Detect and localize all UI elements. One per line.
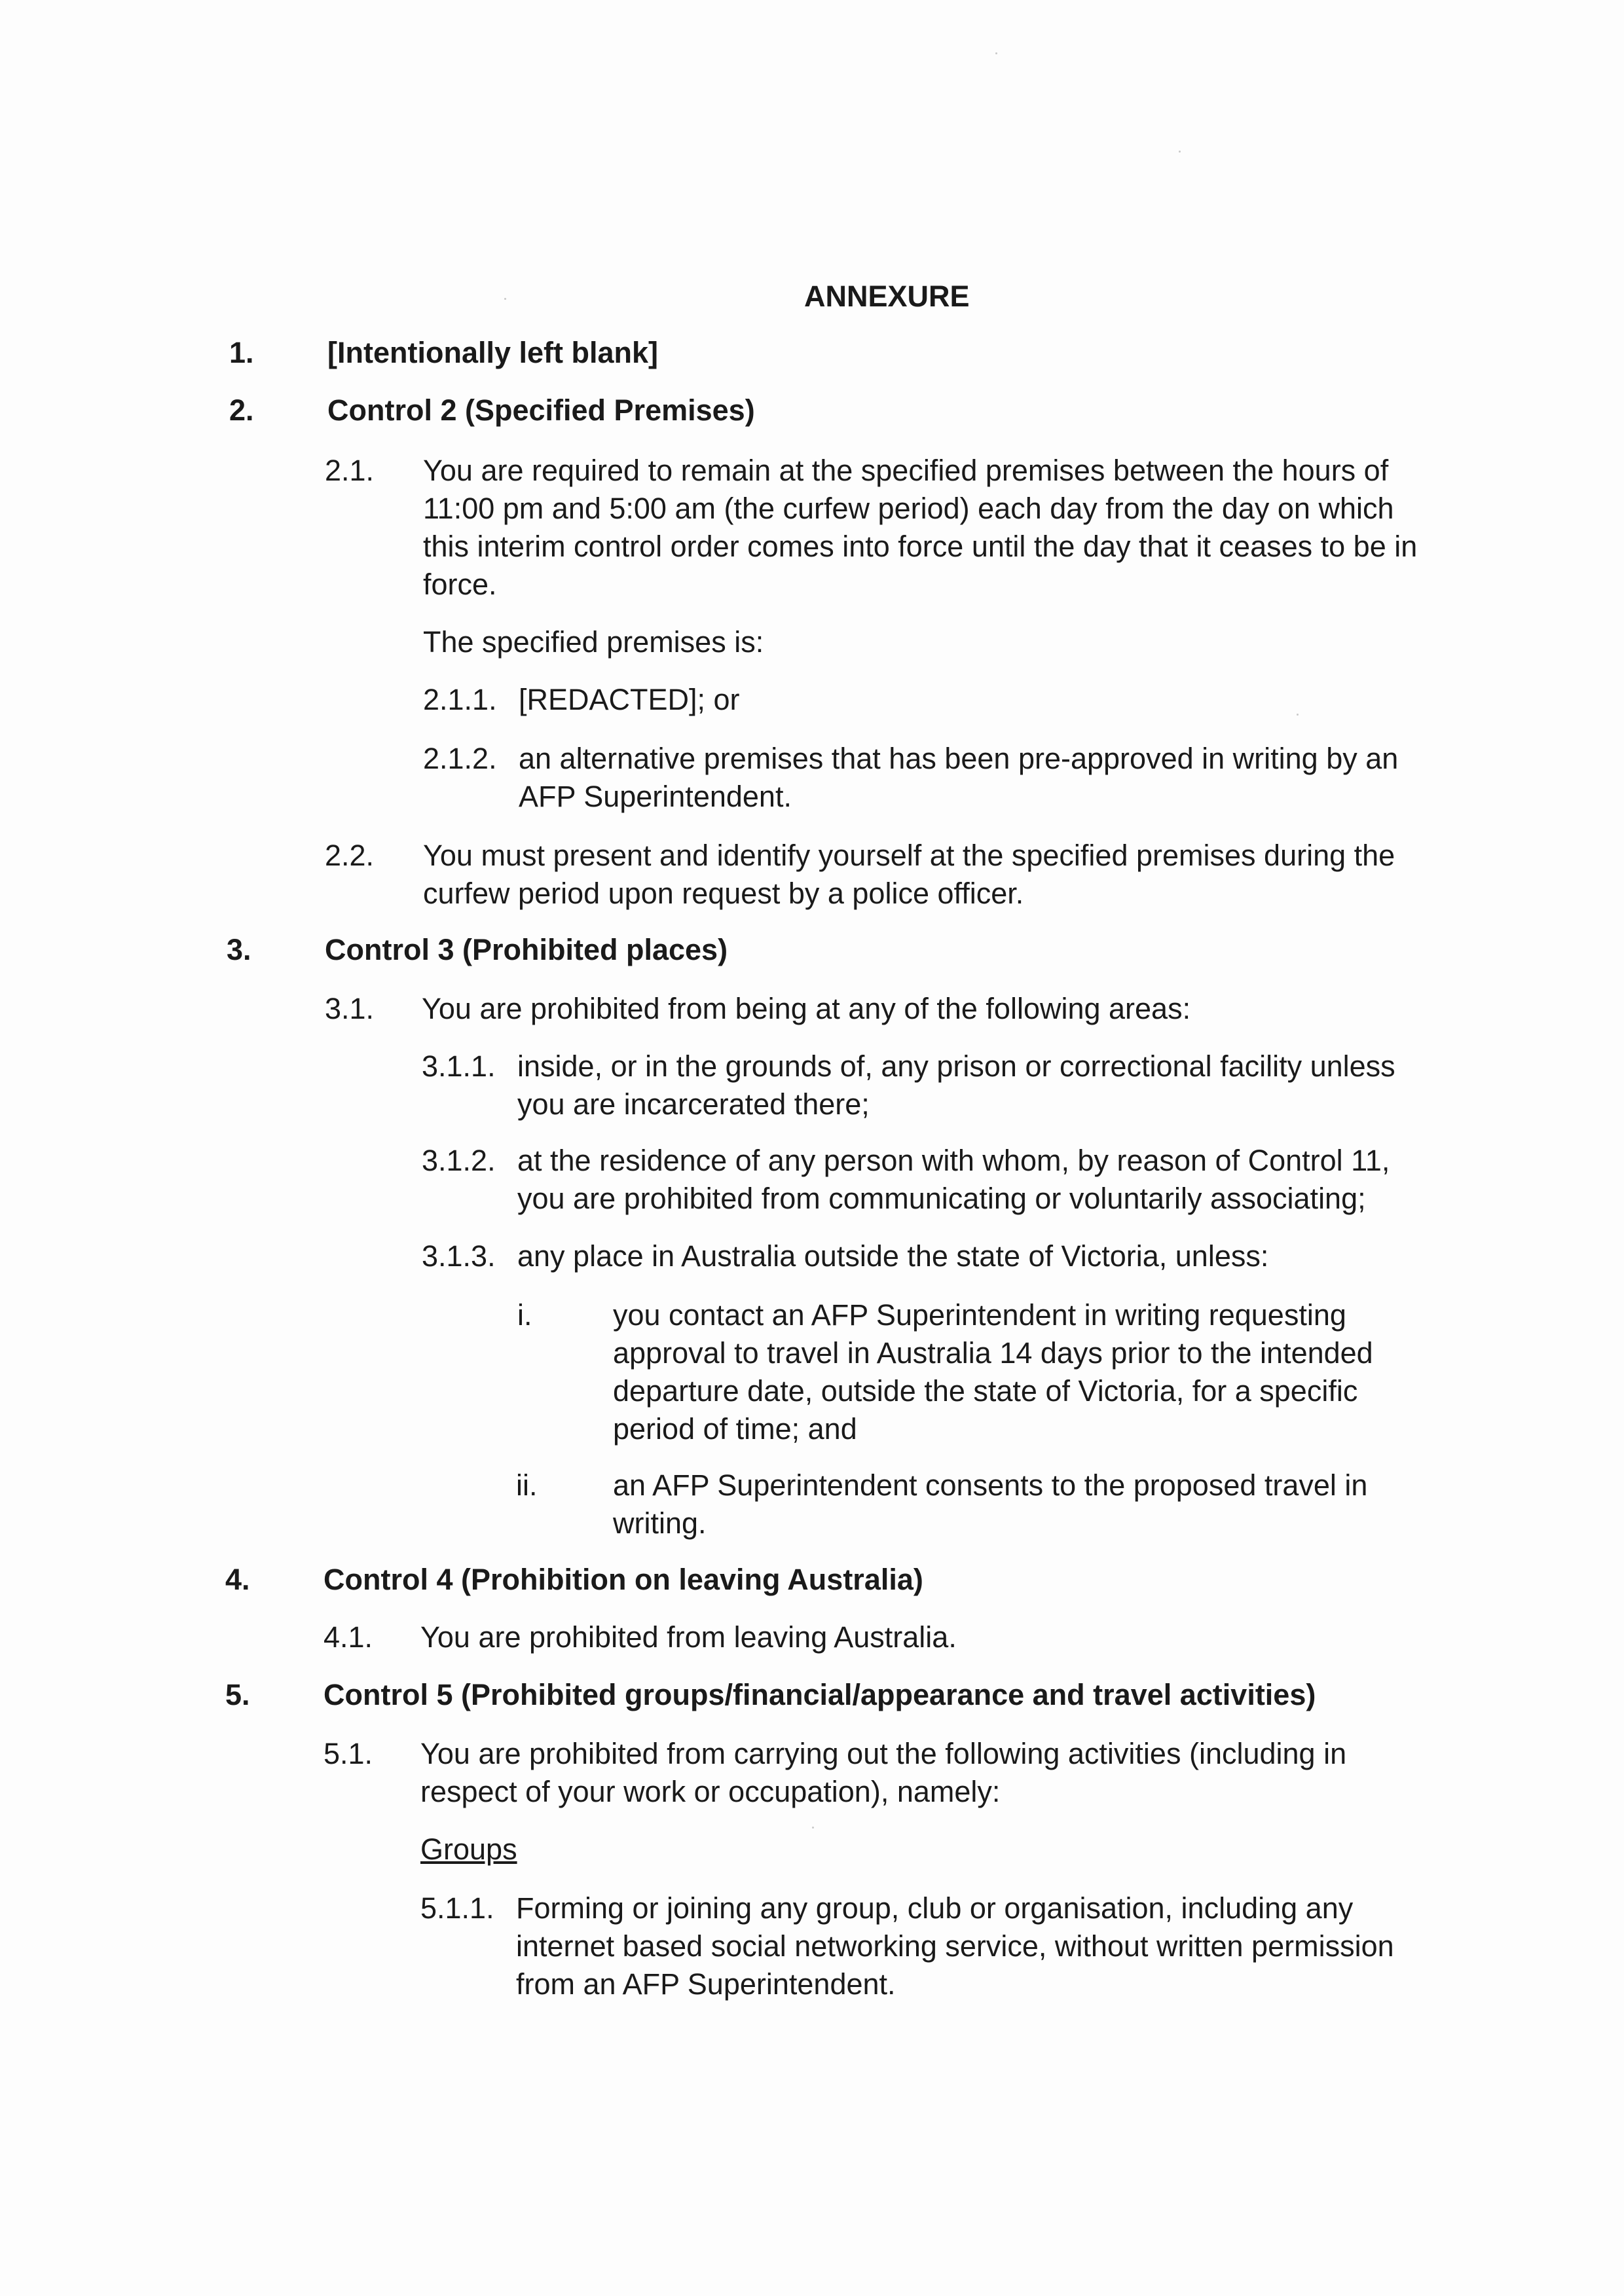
item-3-1-2-number: 3.1.2. <box>422 1144 496 1177</box>
annexure-title: ANNEXURE <box>804 280 970 313</box>
item-2-2-line: curfew period upon request by a police officer. <box>423 877 1024 910</box>
item-5-1-1-line: Forming or joining any group, club or organisation, including any <box>516 1891 1354 1925</box>
scan-speck <box>1179 151 1181 153</box>
roman-i-line: approval to travel in Australia 14 days prior to the intended <box>613 1336 1373 1370</box>
section-2-number: 2. <box>229 393 254 427</box>
item-3-1-1-number: 3.1.1. <box>422 1049 496 1083</box>
item-2-1-2-number: 2.1.2. <box>423 742 497 775</box>
section-5-number: 5. <box>225 1678 250 1711</box>
item-2-1-line: this interim control order comes into force until the day that it ceases to be in <box>423 530 1418 563</box>
section-3-number: 3. <box>227 933 251 966</box>
roman-i-number: i. <box>517 1298 532 1332</box>
item-2-2-number: 2.2. <box>325 839 375 872</box>
item-3-1-2-line: at the residence of any person with whom, by reason of Control 11, <box>517 1144 1390 1177</box>
item-2-1-line: 11:00 pm and 5:00 am (the curfew period) each day from the day on which <box>423 492 1394 525</box>
section-1-number: 1. <box>229 336 254 369</box>
item-5-1-1-number: 5.1.1. <box>420 1891 494 1925</box>
roman-i-line: departure date, outside the state of Victoria, for a specific <box>613 1374 1358 1408</box>
item-2-1-2-line: an alternative premises that has been pre-approved in writing by an <box>519 742 1399 775</box>
item-5-1-line: You are prohibited from carrying out the following activities (including in <box>420 1737 1347 1770</box>
item-2-1-1-line: [REDACTED]; or <box>519 683 740 716</box>
item-5-1-number: 5.1. <box>323 1737 373 1770</box>
item-3-1-3-number: 3.1.3. <box>422 1239 496 1273</box>
item-5-1-line: respect of your work or occupation), namely: <box>420 1775 1001 1808</box>
roman-i-line: you contact an AFP Superintendent in writing requesting <box>613 1298 1346 1332</box>
item-5-1-1-line: from an AFP Superintendent. <box>516 1967 896 2001</box>
groups-subheading: Groups <box>420 1832 517 1866</box>
section-3-heading: Control 3 (Prohibited places) <box>325 933 728 966</box>
item-3-1-number: 3.1. <box>325 992 375 1025</box>
item-2-2-line: You must present and identify yourself at the specified premises during the <box>423 839 1395 872</box>
roman-ii-number: ii. <box>516 1468 538 1502</box>
roman-i-line: period of time; and <box>613 1412 857 1446</box>
section-2-heading: Control 2 (Specified Premises) <box>327 393 755 427</box>
item-3-1-2-line: you are prohibited from communicating or voluntarily associating; <box>517 1182 1366 1215</box>
roman-ii-line: writing. <box>613 1506 707 1540</box>
section-5-heading: Control 5 (Prohibited groups/financial/appearance and travel activities) <box>323 1678 1316 1711</box>
item-3-1-1-line: you are incarcerated there; <box>517 1087 870 1121</box>
item-2-1-followup: The specified premises is: <box>423 625 764 659</box>
item-2-1-2-line: AFP Superintendent. <box>519 780 792 813</box>
scan-speck <box>812 1827 814 1829</box>
section-1-heading: [Intentionally left blank] <box>327 336 659 369</box>
section-4-number: 4. <box>225 1563 250 1596</box>
roman-ii-line: an AFP Superintendent consents to the proposed travel in <box>613 1468 1368 1502</box>
item-2-1-line: force. <box>423 568 497 601</box>
item-4-1-line: You are prohibited from leaving Australia. <box>420 1620 957 1654</box>
section-4-heading: Control 4 (Prohibition on leaving Australia) <box>323 1563 923 1596</box>
item-2-1-1-number: 2.1.1. <box>423 683 497 716</box>
item-2-1-line: You are required to remain at the specified premises between the hours of <box>423 454 1389 487</box>
item-3-1-3-line: any place in Australia outside the state of Victoria, unless: <box>517 1239 1269 1273</box>
item-3-1-line: You are prohibited from being at any of the following areas: <box>422 992 1191 1025</box>
item-5-1-1-line: internet based social networking service, without written permission <box>516 1929 1394 1963</box>
item-4-1-number: 4.1. <box>323 1620 373 1654</box>
item-3-1-1-line: inside, or in the grounds of, any prison or correctional facility unless <box>517 1049 1395 1083</box>
scan-speck <box>1297 714 1299 716</box>
item-2-1-number: 2.1. <box>325 454 375 487</box>
scan-speck <box>995 52 997 54</box>
scan-speck <box>504 298 506 300</box>
